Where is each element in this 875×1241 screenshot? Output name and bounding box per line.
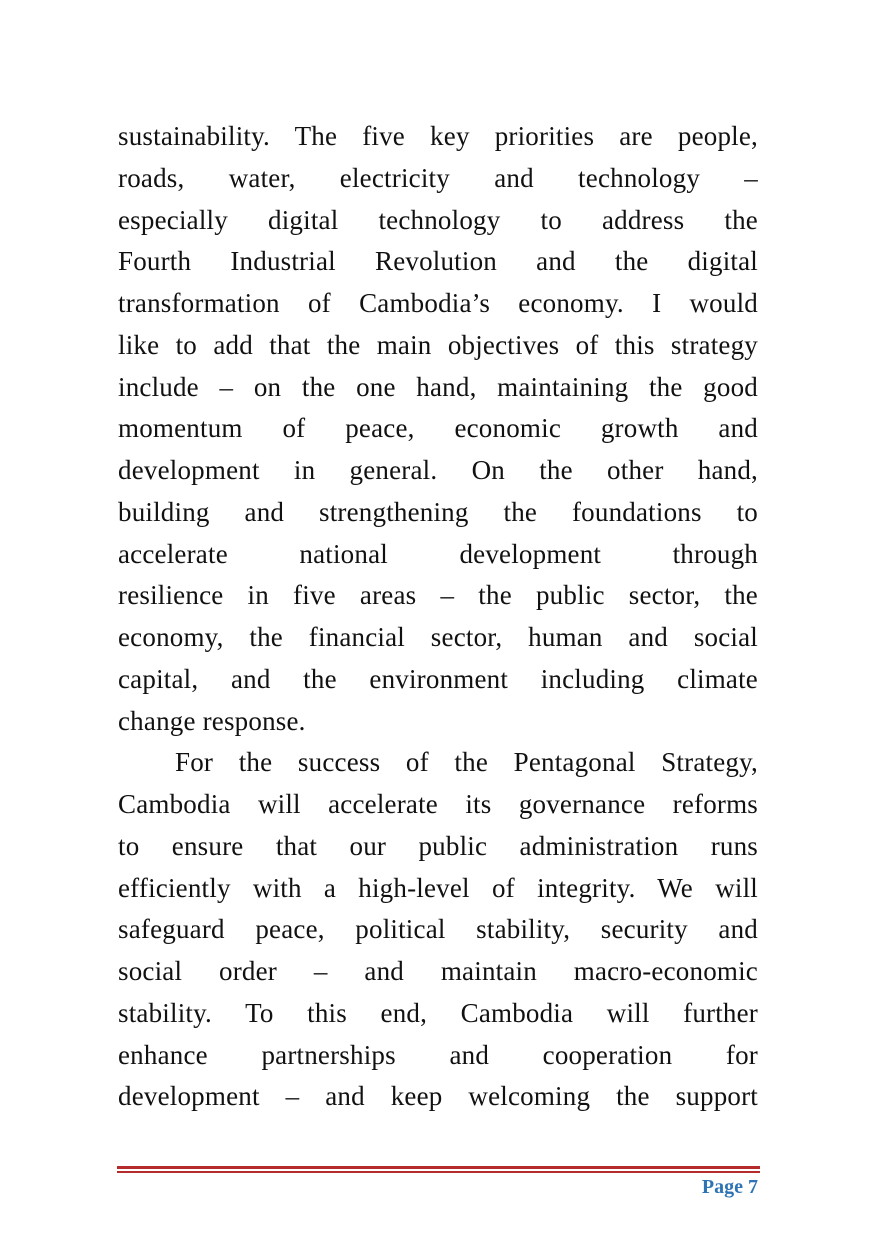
text-line: development in general. On the other hand,: [118, 455, 758, 485]
footer: [117, 1166, 760, 1173]
text-line: like to add that the main objectives of this strategy: [118, 329, 758, 360]
text-line: development – and keep welcoming the support: [118, 1081, 758, 1112]
text-line: include – on the one hand, maintaining the good: [118, 371, 758, 402]
text-line: change response.: [118, 705, 306, 736]
text-line: roads, water, electricity and technology –: [118, 162, 758, 193]
text-line: transformation of Cambodia’s economy. I would: [118, 288, 758, 318]
text-line: efficiently with a high-level of integrity. We will: [118, 872, 758, 903]
text-line: Cambodia will accelerate its governance reforms: [118, 789, 758, 819]
text-line: especially digital technology to address the: [118, 204, 758, 235]
paragraph: [118, 742, 758, 1118]
text-line: stability. To this end, Cambodia will further: [118, 997, 758, 1028]
text-line: capital, and the environment including climate: [118, 663, 758, 694]
text-line: to ensure that our public administration runs: [118, 830, 758, 861]
text-line: resilience in five areas – the public sector, the: [118, 580, 758, 611]
document-body: [118, 116, 758, 1118]
footer-divider-rule: [117, 1166, 760, 1173]
text-line: safeguard peace, political stability, security and: [118, 914, 758, 945]
text-line: enhance partnerships and cooperation for: [118, 1039, 758, 1070]
text-line: Fourth Industrial Revolution and the digital: [118, 246, 758, 277]
page-number-label: Page 7: [701, 1176, 758, 1198]
text-line: building and strengthening the foundations to: [118, 496, 758, 527]
text-line: economy, the financial sector, human and social: [118, 622, 758, 652]
text-line: sustainability. The five key priorities are people,: [118, 121, 758, 151]
text-line: accelerate national development through: [118, 538, 758, 569]
text-line: momentum of peace, economic growth and: [118, 413, 758, 444]
text-line: For the success of the Pentagonal Strategy,: [175, 747, 758, 778]
paragraph: [118, 116, 758, 742]
text-line: social order – and maintain macro-economic: [118, 956, 758, 986]
